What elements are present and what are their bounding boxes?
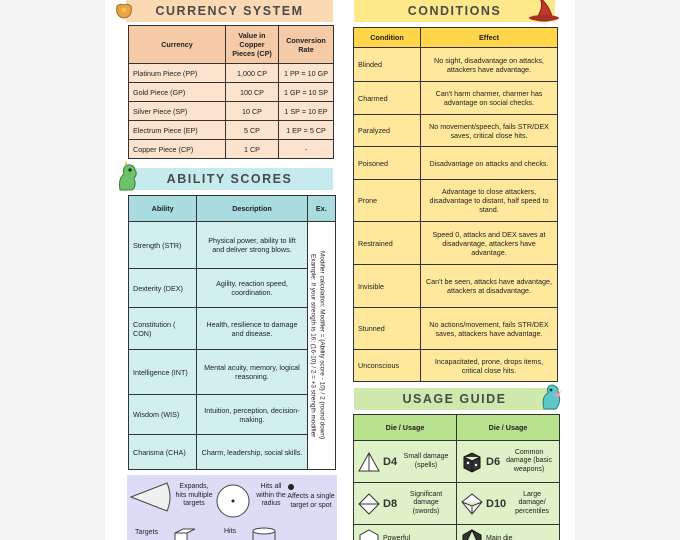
usage-cell-d20 bbox=[457, 525, 560, 540]
conditions-col-condition: Condition bbox=[354, 28, 421, 48]
ability-description: Health, resilience to damage and disease. bbox=[197, 308, 307, 350]
ability-header bbox=[126, 168, 333, 190]
usage-cell-d4 bbox=[354, 441, 457, 483]
condition-effect: Can't harm charmer, charmer has advantage on social checks. bbox=[421, 82, 558, 115]
cheat-sheet-page bbox=[105, 0, 575, 540]
currency-name: Silver Piece (SP) bbox=[129, 102, 226, 121]
ability-name: Charisma (CHA) bbox=[129, 435, 197, 470]
currency-value: 5 CP bbox=[226, 121, 279, 140]
currency-col-value: Value in Copper Pieces (CP) bbox=[226, 26, 279, 64]
conditions-col-effect: Effect bbox=[421, 28, 558, 48]
ability-col-ability: Ability bbox=[129, 196, 197, 222]
cylinder-icon bbox=[251, 527, 277, 540]
condition-effect: Can't be seen, attacks have advantage, attackers at disadvantage. bbox=[421, 265, 558, 308]
usage-header bbox=[354, 388, 555, 410]
table-row bbox=[129, 140, 334, 159]
currency-rate: 1 EP = 5 CP bbox=[279, 121, 334, 140]
ability-modifier-formula: Modifier calculation: Modifier = (Ability score - 10) / 2 (round down) bbox=[318, 251, 326, 440]
wizard-hat-icon bbox=[526, 0, 562, 24]
condition-name: Blinded bbox=[354, 48, 421, 82]
die-name: D8 bbox=[383, 497, 398, 510]
condition-name: Paralyzed bbox=[354, 115, 421, 147]
table-row bbox=[354, 525, 560, 540]
table-row bbox=[129, 269, 336, 308]
table-row bbox=[129, 395, 336, 435]
ability-name: Constitution ( CON) bbox=[129, 308, 197, 350]
currency-rate: 1 GP = 10 SP bbox=[279, 83, 334, 102]
ability-name: Dexterity (DEX) bbox=[129, 269, 197, 308]
d4-die-icon bbox=[358, 451, 380, 473]
cube-icon bbox=[173, 527, 197, 540]
d10-die-icon bbox=[461, 493, 483, 515]
ability-name: Strength (STR) bbox=[129, 222, 197, 269]
table-row bbox=[354, 147, 558, 180]
condition-effect: No movement/speech, fails STR/DEX saves, critical close hits. bbox=[421, 115, 558, 147]
table-row bbox=[354, 115, 558, 147]
table-row bbox=[129, 350, 336, 395]
die-usage: Common damage (basic weapons) bbox=[506, 448, 552, 473]
condition-effect: No actions/movement, fails STR/DEX saves, attackers have advantage. bbox=[421, 308, 558, 350]
currency-name: Electrum Piece (EP) bbox=[129, 121, 226, 140]
die-usage: Small damage (spells) bbox=[403, 453, 449, 469]
die-usage: Large damage/ percentiles bbox=[515, 490, 550, 515]
table-row bbox=[129, 435, 336, 470]
coin-pouch-icon bbox=[112, 0, 136, 21]
table-row bbox=[129, 222, 336, 269]
table-row bbox=[354, 350, 558, 382]
currency-col-currency: Currency bbox=[129, 26, 226, 64]
currency-value: 1,000 CP bbox=[226, 64, 279, 83]
ability-name: Intelligence (INT) bbox=[129, 350, 197, 395]
aoe-targets-text: Targets bbox=[135, 529, 158, 536]
usage-title: USAGE GUIDE bbox=[402, 392, 507, 406]
currency-rate: 1 SP = 10 EP bbox=[279, 102, 334, 121]
ability-description: Charm, leadership, social skills. bbox=[197, 435, 307, 470]
ability-description: Intuition, perception, decision-making. bbox=[197, 395, 307, 435]
die-usage: Main die bbox=[486, 535, 513, 540]
currency-value: 100 CP bbox=[226, 83, 279, 102]
conditions-header bbox=[354, 0, 555, 22]
condition-effect: Speed 0, attacks and DEX saves at disadvantage, attackers have advantage. bbox=[421, 222, 558, 265]
condition-name: Stunned bbox=[354, 308, 421, 350]
condition-effect: Disadvantage on attacks and checks. bbox=[421, 147, 558, 180]
condition-name: Invisible bbox=[354, 265, 421, 308]
currency-name: Copper Piece (CP) bbox=[129, 140, 226, 159]
table-row bbox=[129, 102, 334, 121]
currency-rate: 1 PP = 10 GP bbox=[279, 64, 334, 83]
condition-name: Prone bbox=[354, 180, 421, 222]
currency-rate: - bbox=[279, 140, 334, 159]
ability-name: Wisdom (WIS) bbox=[129, 395, 197, 435]
table-row bbox=[129, 308, 336, 350]
ability-col-example: Ex. bbox=[307, 196, 335, 222]
conditions-table bbox=[353, 27, 558, 382]
table-row bbox=[129, 64, 334, 83]
ability-title: ABILITY SCORES bbox=[166, 172, 293, 186]
aoe-hits-text: Hits bbox=[224, 528, 237, 535]
ability-modifier-example: Example: If your strength is 16: (16-10) / 2 = +3 strength modifier bbox=[309, 253, 317, 438]
die-name: D10 bbox=[486, 497, 507, 510]
table-row bbox=[354, 222, 558, 265]
table-row bbox=[354, 441, 560, 483]
baby-dragon-icon bbox=[539, 381, 563, 411]
currency-value: 1 CP bbox=[226, 140, 279, 159]
d12-die-icon bbox=[358, 529, 380, 540]
currency-title: CURRENCY SYSTEM bbox=[155, 4, 304, 18]
currency-value: 10 CP bbox=[226, 102, 279, 121]
usage-cell-d12 bbox=[354, 525, 457, 540]
dragon-mascot-icon bbox=[114, 160, 142, 192]
ability-description: Physical power, ability to lift and deliver strong blows. bbox=[197, 222, 307, 269]
usage-col-1: Die / Usage bbox=[354, 415, 457, 441]
table-row bbox=[354, 308, 558, 350]
d6-die-icon bbox=[461, 451, 483, 473]
condition-name: Restrained bbox=[354, 222, 421, 265]
ability-description: Agility, reaction speed, coordination. bbox=[197, 269, 307, 308]
die-usage: Significant damage (swords) bbox=[409, 490, 443, 515]
d20-die-icon bbox=[461, 529, 483, 540]
ability-col-description: Description bbox=[197, 196, 307, 222]
usage-cell-d10 bbox=[457, 483, 560, 525]
currency-table bbox=[128, 25, 334, 159]
cone-icon bbox=[129, 480, 173, 514]
die-name: D4 bbox=[383, 455, 398, 468]
table-row bbox=[129, 121, 334, 140]
table-row bbox=[354, 265, 558, 308]
ability-description: Mental acuity, memory, logical reasoning. bbox=[197, 350, 307, 395]
condition-name: Poisoned bbox=[354, 147, 421, 180]
point-target-icon bbox=[285, 481, 297, 493]
aoe-cone-text: Expands, hits multiple targets bbox=[175, 483, 213, 507]
condition-effect: Advantage to close attackers, disadvantage to distant, half speed to stand. bbox=[421, 180, 558, 222]
condition-effect: Incapacitated, prone, drops items, critical close hits. bbox=[421, 350, 558, 382]
table-row bbox=[354, 48, 558, 82]
ability-example-cell bbox=[307, 222, 335, 470]
aoe-panel bbox=[127, 475, 337, 540]
condition-name: Unconscious bbox=[354, 350, 421, 382]
ability-table bbox=[128, 195, 336, 470]
condition-name: Charmed bbox=[354, 82, 421, 115]
usage-table bbox=[353, 414, 560, 540]
usage-cell-d8 bbox=[354, 483, 457, 525]
d8-die-icon bbox=[358, 493, 380, 515]
currency-header bbox=[126, 0, 333, 22]
currency-name: Gold Piece (GP) bbox=[129, 83, 226, 102]
conditions-title: CONDITIONS bbox=[407, 4, 502, 18]
table-row bbox=[354, 483, 560, 525]
die-name: D6 bbox=[486, 455, 501, 468]
table-row bbox=[354, 180, 558, 222]
table-row bbox=[129, 83, 334, 102]
condition-effect: No sight, disadvantage on attacks, attackers have advantage. bbox=[421, 48, 558, 82]
aoe-sphere-text: Hits all within the radius bbox=[256, 483, 286, 507]
usage-cell-d6 bbox=[457, 441, 560, 483]
usage-col-2: Die / Usage bbox=[457, 415, 560, 441]
currency-name: Platinum Piece (PP) bbox=[129, 64, 226, 83]
die-usage: Powerful bbox=[383, 535, 411, 540]
sphere-icon bbox=[215, 483, 251, 519]
table-row bbox=[354, 82, 558, 115]
aoe-point-text: Affects a single target or spot bbox=[287, 493, 335, 509]
currency-col-conversion: Conversion Rate bbox=[279, 26, 334, 64]
